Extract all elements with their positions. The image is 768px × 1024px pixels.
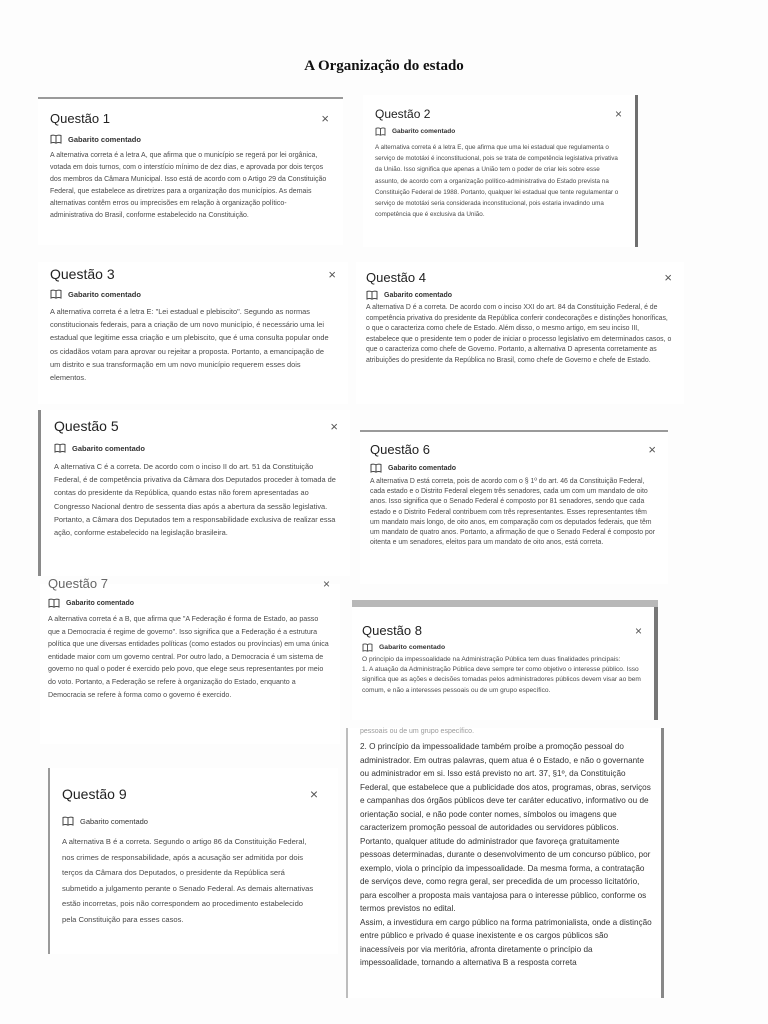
card-edge bbox=[360, 430, 668, 432]
open-book-icon bbox=[62, 816, 74, 826]
question-title: Questão 9 bbox=[62, 786, 127, 802]
open-book-icon bbox=[54, 443, 66, 453]
question-card-3 bbox=[38, 262, 348, 404]
gabarito-label: Gabarito comentado bbox=[66, 599, 135, 607]
gabarito-header bbox=[366, 290, 672, 300]
answer-intro: O princípio da impessoalidade na Administração Pública tem duas finalidades principais: bbox=[362, 656, 621, 663]
gabarito-header bbox=[50, 289, 336, 299]
answer-text bbox=[362, 655, 642, 696]
page-title: A Organização do estado bbox=[304, 58, 464, 74]
question-title: Questão 3 bbox=[50, 266, 115, 282]
question-card-4 bbox=[356, 262, 684, 404]
question-card-9 bbox=[48, 768, 338, 954]
answer-text: A alternativa D está correta, pois de acordo com o § 1º do art. 46 da Constituição Federal, cada estado e o Distrito Federal elegem três senadores, cada um com um mandato de oito anos. Isso significa que o Senado Federal é composto por 81 senadores, sendo que cada estado e o Distrito Federal contribuem com três representantes. Esses representantes têm um mandato mais longo, de oito anos, em comparação com os deputados federais, que têm um mandato de quatro anos. Portanto, a afirmação de que o Senado Federal é composto por oitenta e um senadores, eleitos para um mandato de oito anos, está correta. bbox=[370, 478, 655, 547]
question-card-6 bbox=[360, 430, 668, 584]
answer-item-1: 1. A atuação da Administração Pública deve sempre ter como objetivo o interesse público. Isso significa que as ações e decisões tomadas pelos administradores públicos devem visar ao bem comum, e não a interesses pessoais ou de um grupo específico. bbox=[362, 666, 641, 694]
answer-text: A alternativa B é a correta. Segundo o artigo 86 da Constituição Federal, nos crimes de responsabilidade, após a acusação ser admitida por dois terços da Câmara dos Deputados, o presidente da República será submetido a julgamento perante o Senado Federal. As demais alternativas estão incorretas, pois não correspondem ao procedimento estabelecido pela Constituição para esses casos. bbox=[62, 837, 314, 924]
open-book-icon bbox=[50, 289, 62, 299]
close-icon[interactable]: × bbox=[321, 111, 329, 126]
gabarito-header bbox=[370, 463, 656, 473]
question-card-1 bbox=[38, 97, 343, 245]
question-title: Questão 6 bbox=[370, 442, 430, 457]
open-book-icon bbox=[50, 134, 62, 144]
answer-text: A alternativa correta é a letra E: "Lei estadual e plebiscito". Segundo as normas constitucionais federais, para a criação de um novo município, é necessário uma lei estadual que legitime essa criação e um plebiscito, que é uma consulta popular onde os cidadãos votam para aprovar ou rejeitar a proposta. Portanto, a emancipação de um distrito e sua transformação em um novo município requerem esses dois elementos. bbox=[50, 307, 329, 383]
gabarito-header bbox=[362, 643, 642, 652]
answer-paragraph-3: Portanto, qualquer atitude do administrador que favoreça gratuitamente pessoas determinadas, durante o desenvolvimento de um concurso público, por exemplo, viola o princípio da impessoalidade. Da mesma forma, a contratação de serviços deve, como regra geral, ser precedida de um processo licitatório, para escolher a proposta mais vantajosa para o interesse público, conforme os termos previstos no edital. bbox=[360, 836, 651, 913]
gabarito-label: Gabarito comentado bbox=[68, 134, 141, 144]
answer-text bbox=[360, 740, 652, 970]
answer-item-2: 2. O princípio da impessoalidade também proíbe a promoção pessoal do administrador. Em outras palavras, quem atua é o Estado, e não o governante ou administrador em si. Isso está previsto no art. 37, §1º, da Constituição Federal, que estabelece que a publicidade dos atos, programas, obras, serviços e campanhas dos órgãos públicos deve ter caráter educativo, informativo ou de orientação social, e não pode conter nomes, símbolos ou imagens que caracterizem promoção pessoal de autoridades ou servidores públicos. bbox=[360, 742, 651, 832]
gabarito-header bbox=[54, 443, 338, 453]
answer-text: A alternativa C é a correta. De acordo com o inciso II do art. 51 da Constituição Federal, é de competência privativa da Câmara dos Deputados proceder à tomada de contas do presidente da República, quando estas não forem apresentadas ao Congresso Nacional dentro de sessenta dias após a abertura da sessão legislativa. Portanto, a Câmara dos Deputados tem a responsabilidade exclusiva de realizar essa ação, conforme estabelecido na legislação brasileira. bbox=[54, 462, 336, 538]
close-icon[interactable]: × bbox=[634, 623, 642, 638]
answer-text: A alternativa correta é a B, que afirma que "A Federação é forma de Estado, ao passo que a Democracia é regime de governo". Isso significa que a Federação é a estrutura política que une diversas entidades políticas (como estados ou províncias) em uma única entidade maior com um governo central. Por outro lado, a Democracia é um sistema de governo no qual o poder é exercido pelo povo, que elege seus representantes por meio do voto. Portanto, a Federação se refere à organização do Estado, enquanto a Democracia se refere à forma como o governo é exercido. bbox=[48, 615, 329, 699]
scrollbar[interactable] bbox=[661, 728, 664, 998]
question-title: Questão 2 bbox=[375, 107, 431, 121]
gabarito-label: Gabarito comentado bbox=[72, 443, 145, 453]
gabarito-header bbox=[50, 134, 329, 144]
scrollbar[interactable] bbox=[654, 607, 658, 720]
gabarito-label: Gabarito comentado bbox=[68, 289, 141, 299]
gabarito-label: Gabarito comentado bbox=[384, 291, 453, 299]
gabarito-label: Gabarito comentado bbox=[392, 128, 456, 135]
close-icon[interactable]: × bbox=[309, 786, 318, 802]
gabarito-label: Gabarito comentado bbox=[388, 464, 457, 472]
question-card-8-continuation bbox=[346, 728, 664, 998]
scrollbar[interactable] bbox=[38, 410, 41, 576]
overlap-text: pessoais ou de um grupo específico. bbox=[360, 728, 475, 735]
open-book-icon bbox=[375, 127, 386, 136]
question-card-7 bbox=[40, 576, 340, 744]
open-book-icon bbox=[366, 290, 378, 300]
scrollbar[interactable] bbox=[635, 95, 638, 247]
open-book-icon bbox=[370, 463, 382, 473]
gabarito-header bbox=[375, 127, 622, 136]
question-card-5 bbox=[38, 410, 350, 576]
gabarito-header bbox=[62, 816, 318, 826]
answer-text: A alternativa correta é a letra A, que afirma que o município se regerá por lei orgânica, votada em dois turnos, com o interstício mínimo de dez dias, e aprovada por dois terços dos membros da Câmara Municipal. Isso está de acordo com o Artigo 29 da Constituição Federal, que estabelece as diretrizes para a organização dos municípios. As demais alternativas contêm erros ou imprecisões em relação à organização político-administrativa do Brasil, conforme estabelecido na Constituição. bbox=[50, 152, 327, 219]
question-title: Questão 4 bbox=[366, 270, 426, 285]
answer-text: A alternativa D é a correta. De acordo com o inciso XXI do art. 84 da Constituição Federal, é de competência privativa do presidente da República conferir condecorações e distinções honoríficas, o que o caracteriza como chefe de Estado. Além disso, o mesmo artigo, em seu inciso III, estabelece que o presidente tem o poder de iniciar o processo legislativo em determinados casos, o que o caracteriza como chefe de Governo. Portanto, a alternativa D apresenta corretamente as atribuições do presidente da República no Brasil, como chefe de Governo e chefe de Estado. bbox=[366, 304, 672, 364]
close-icon[interactable]: × bbox=[330, 418, 338, 434]
question-title: Questão 1 bbox=[50, 111, 110, 126]
scrollbar[interactable] bbox=[48, 768, 50, 954]
question-title: Questão 5 bbox=[54, 418, 119, 434]
open-book-icon bbox=[362, 643, 373, 652]
gabarito-header bbox=[48, 598, 330, 608]
answer-text: A alternativa correta é a letra E, que afirma que uma lei estadual que regulamenta o serviço de mototáxi é inconstitucional, pois se trata de competência legislativa privativa da União. Isso significa que apenas a União tem o poder de criar leis sobre esse assunto, de acordo com a organização político-administrativa do Estado prevista na Constituição Federal de 1988. Portanto, qualquer lei estadual que tente regulamentar o serviço de mototáxi seria considerada inconstitucional, pois estaria invadindo uma competência que é exclusiva da União. bbox=[375, 144, 619, 219]
close-icon[interactable]: × bbox=[322, 576, 330, 591]
close-icon[interactable]: × bbox=[328, 266, 336, 282]
close-icon[interactable]: × bbox=[664, 270, 672, 285]
close-icon[interactable]: × bbox=[614, 107, 622, 121]
open-book-icon bbox=[48, 598, 60, 608]
question-card-2 bbox=[363, 95, 638, 247]
question-title: Questão 8 bbox=[362, 623, 422, 638]
gabarito-label: Gabarito comentado bbox=[80, 816, 148, 826]
answer-paragraph-4: Assim, a investidura em cargo público na forma patrimonialista, onde a distinção entre público e privado é quase inexistente e os cargos públicos são inacessíveis por via meritória, afronta diretamente o princípio da impessoalidade, tornando a alternativa B a resposta correta bbox=[360, 917, 652, 967]
question-card-8 bbox=[352, 600, 658, 720]
question-title: Questão 7 bbox=[48, 576, 108, 591]
close-icon[interactable]: × bbox=[648, 442, 656, 457]
gabarito-label: Gabarito comentado bbox=[379, 644, 446, 651]
